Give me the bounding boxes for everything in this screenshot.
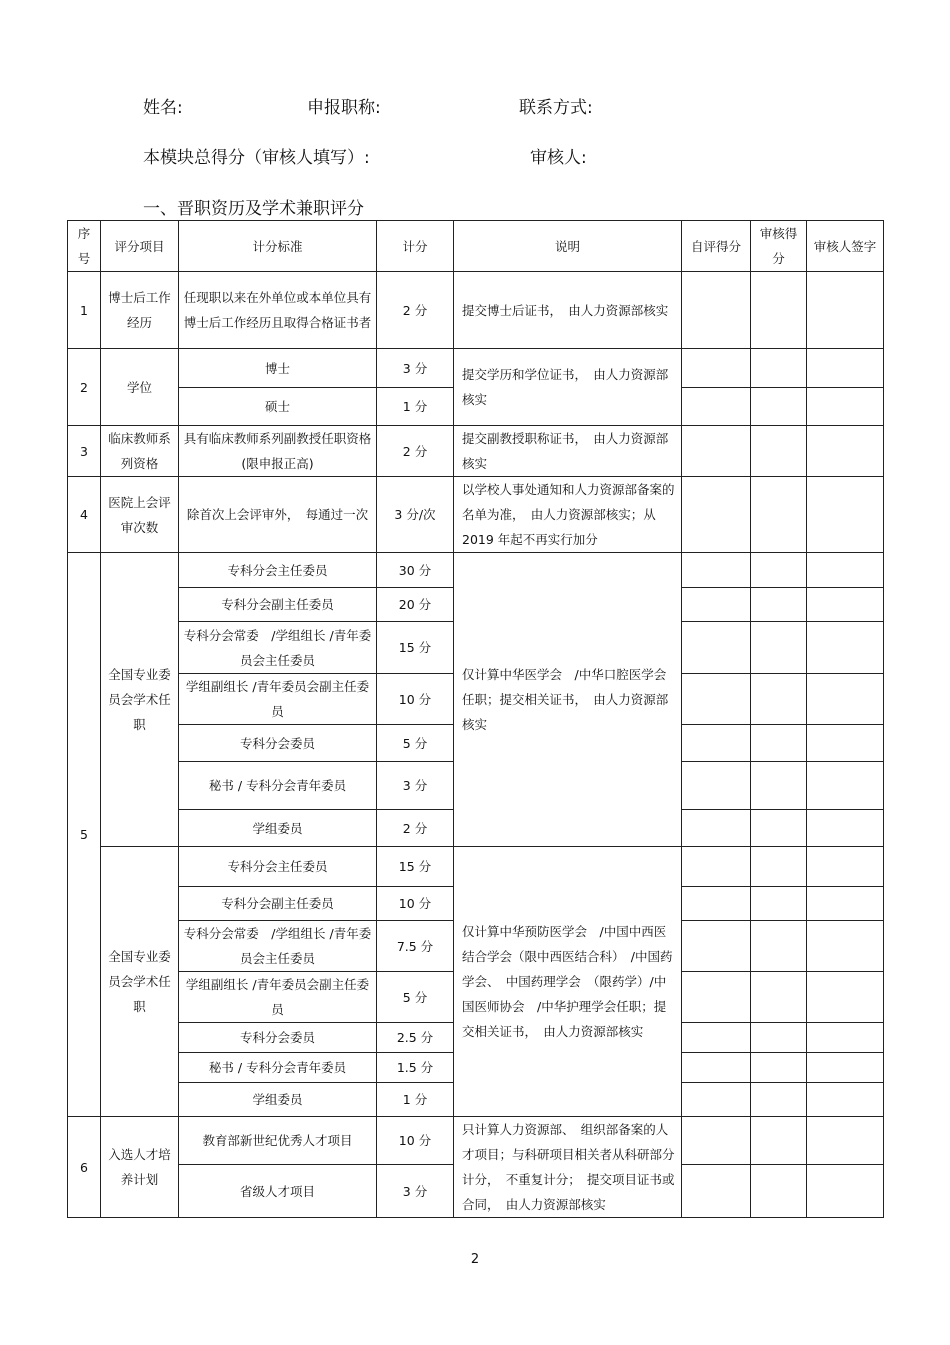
review-score-cell[interactable] [751,349,807,388]
row-score: 1.5 分 [377,1053,454,1083]
page-number: 2 [470,1252,480,1267]
review-score-cell[interactable] [751,477,807,553]
self-score-cell[interactable] [682,847,751,887]
total-score-label: 本模块总得分（审核人填写）: [143,148,370,168]
row-no: 1 [68,272,101,349]
row-standard: 专科分会委员 [179,1023,377,1053]
review-score-cell[interactable] [751,1053,807,1083]
row-standard: 专科分会常委 /学组组长 /青年委员会主任委员 [179,921,377,972]
review-score-cell[interactable] [751,622,807,674]
row-no: 5 [68,553,101,1117]
row-standard: 任现职以来在外单位或本单位具有博士后工作经历且取得合格证书者 [179,272,377,349]
row-item: 医院上会评审次数 [101,477,179,553]
self-score-cell[interactable] [682,921,751,972]
row-score: 3 分/次 [377,477,454,553]
reviewer-sign-cell[interactable] [807,1053,884,1083]
section-title: 一、晋职资历及学术兼职评分 [143,199,364,219]
reviewer-sign-cell[interactable] [807,725,884,762]
reviewer-sign-cell[interactable] [807,588,884,622]
row-standard: 具有临床教师系列副教授任职资格 (限申报正高) [179,426,377,477]
reviewer-sign-cell[interactable] [807,349,884,388]
self-score-cell[interactable] [682,553,751,588]
row-standard: 专科分会主任委员 [179,847,377,887]
row-standard: 专科分会委员 [179,725,377,762]
row-score: 5 分 [377,972,454,1023]
row-note: 只计算人力资源部、 组织部备案的人才项目；与科研项目相关者从科研部分计分， 不重复计分； 提交项目证书或合同， 由人力资源部核实 [454,1117,682,1218]
table-row [68,272,884,349]
reviewer-sign-cell[interactable] [807,272,884,349]
self-score-cell[interactable] [682,426,751,477]
self-score-cell[interactable] [682,477,751,553]
review-score-cell[interactable] [751,1165,807,1218]
row-item: 博士后工作经历 [101,272,179,349]
row-standard: 专科分会副主任委员 [179,588,377,622]
self-score-cell[interactable] [682,725,751,762]
review-score-cell[interactable] [751,972,807,1023]
review-score-cell[interactable] [751,921,807,972]
row-score: 3 分 [377,349,454,388]
self-score-cell[interactable] [682,762,751,810]
table-row [68,553,884,588]
row-score: 20 分 [377,588,454,622]
row-note: 仅计算中华医学会 /中华口腔医学会任职；提交相关证书， 由人力资源部核实 [454,553,682,847]
row-standard: 学组委员 [179,1083,377,1117]
row-score: 2 分 [377,272,454,349]
header-note: 说明 [454,221,682,272]
row-score: 30 分 [377,553,454,588]
row-standard: 学组副组长 /青年委员会副主任委员 [179,674,377,725]
reviewer-sign-cell[interactable] [807,1023,884,1053]
self-score-cell[interactable] [682,1023,751,1053]
row-score: 3 分 [377,1165,454,1218]
table-row [68,477,884,553]
self-score-cell[interactable] [682,887,751,921]
reviewer-sign-cell[interactable] [807,1117,884,1165]
reviewer-sign-cell[interactable] [807,388,884,426]
reviewer-sign-cell[interactable] [807,921,884,972]
title-label: 申报职称: [307,98,381,118]
self-score-cell[interactable] [682,810,751,847]
self-score-cell[interactable] [682,674,751,725]
row-standard: 学组委员 [179,810,377,847]
self-score-cell[interactable] [682,1165,751,1218]
row-standard: 专科分会副主任委员 [179,887,377,921]
row-score: 15 分 [377,622,454,674]
review-score-cell[interactable] [751,887,807,921]
row-note: 提交副教授职称证书， 由人力资源部核实 [454,426,682,477]
row-no: 4 [68,477,101,553]
self-score-cell[interactable] [682,972,751,1023]
row-standard: 专科分会主任委员 [179,553,377,588]
reviewer-sign-cell[interactable] [807,810,884,847]
reviewer-sign-cell[interactable] [807,847,884,887]
table-row [68,426,884,477]
row-standard: 除首次上会评审外， 每通过一次 [179,477,377,553]
self-score-cell[interactable] [682,588,751,622]
row-standard: 博士 [179,349,377,388]
review-score-cell[interactable] [751,674,807,725]
review-score-cell[interactable] [751,810,807,847]
row-standard: 秘书 / 专科分会青年委员 [179,762,377,810]
review-score-cell[interactable] [751,1117,807,1165]
row-standard: 秘书 / 专科分会青年委员 [179,1053,377,1083]
row-no: 3 [68,426,101,477]
row-standard: 学组副组长 /青年委员会副主任委员 [179,972,377,1023]
row-no: 2 [68,349,101,426]
self-score-cell[interactable] [682,1117,751,1165]
row-note: 提交博士后证书， 由人力资源部核实 [454,272,682,349]
review-score-cell[interactable] [751,553,807,588]
contact-label: 联系方式: [519,98,593,118]
row-standard: 专科分会常委 /学组组长 /青年委员会主任委员 [179,622,377,674]
reviewer-sign-cell[interactable] [807,887,884,921]
self-score-cell[interactable] [682,1053,751,1083]
reviewer-sign-cell[interactable] [807,674,884,725]
row-score: 1 分 [377,1083,454,1117]
self-score-cell[interactable] [682,1083,751,1117]
reviewer-sign-cell[interactable] [807,972,884,1023]
review-score-cell[interactable] [751,388,807,426]
review-score-cell[interactable] [751,588,807,622]
scoring-table [67,220,884,1218]
row-score: 15 分 [377,847,454,887]
reviewer-label: 审核人: [530,148,587,168]
row-item: 学位 [101,349,179,426]
row-score: 2 分 [377,426,454,477]
review-score-cell[interactable] [751,1083,807,1117]
row-score: 10 分 [377,887,454,921]
header-self-score: 自评得分 [682,221,751,272]
self-score-cell[interactable] [682,388,751,426]
self-score-cell[interactable] [682,349,751,388]
row-score: 2 分 [377,810,454,847]
row-standard: 教育部新世纪优秀人才项目 [179,1117,377,1165]
review-score-cell[interactable] [751,1023,807,1053]
row-note: 仅计算中华预防医学会 /中国中西医结合学会（限中西医结合科） /中国药学会、 中国药理学会 （限药学）/中国医师协会 /中华护理学会任职；提交相关证书， 由人力资源部核实 [454,847,682,1117]
row-item: 入选人才培养计划 [101,1117,179,1218]
table-header-row [68,221,884,272]
reviewer-sign-cell[interactable] [807,553,884,588]
review-score-cell[interactable] [751,426,807,477]
row-note: 提交学历和学位证书， 由人力资源部核实 [454,349,682,426]
table-row [68,349,884,388]
row-standard: 省级人才项目 [179,1165,377,1218]
row-item: 临床教师系列资格 [101,426,179,477]
row-item: 全国专业委员会学术任职 [101,553,179,847]
row-score: 7.5 分 [377,921,454,972]
header-reviewer-sign: 审核人签字 [807,221,884,272]
table-row [68,847,884,887]
name-label: 姓名: [143,98,183,118]
self-score-cell[interactable] [682,622,751,674]
review-score-cell[interactable] [751,847,807,887]
reviewer-sign-cell[interactable] [807,477,884,553]
header-item: 评分项目 [101,221,179,272]
reviewer-sign-cell[interactable] [807,426,884,477]
header-no: 序号 [68,221,101,272]
row-score: 10 分 [377,1117,454,1165]
row-score: 2.5 分 [377,1023,454,1053]
row-standard: 硕士 [179,388,377,426]
reviewer-sign-cell[interactable] [807,622,884,674]
reviewer-sign-cell[interactable] [807,1083,884,1117]
self-score-cell[interactable] [682,272,751,349]
row-item: 全国专业委员会学术任职 [101,847,179,1117]
reviewer-sign-cell[interactable] [807,762,884,810]
header-review-score: 审核得分 [751,221,807,272]
table-row [68,1117,884,1165]
row-score: 3 分 [377,762,454,810]
row-note: 以学校人事处通知和人力资源部备案的名单为准， 由人力资源部核实；从 2019 年起不再实行加分 [454,477,682,553]
reviewer-sign-cell[interactable] [807,1165,884,1218]
review-score-cell[interactable] [751,272,807,349]
row-score: 5 分 [377,725,454,762]
header-score: 计分 [377,221,454,272]
header-standard: 计分标准 [179,221,377,272]
review-score-cell[interactable] [751,725,807,762]
row-score: 1 分 [377,388,454,426]
review-score-cell[interactable] [751,762,807,810]
row-no: 6 [68,1117,101,1218]
row-score: 10 分 [377,674,454,725]
